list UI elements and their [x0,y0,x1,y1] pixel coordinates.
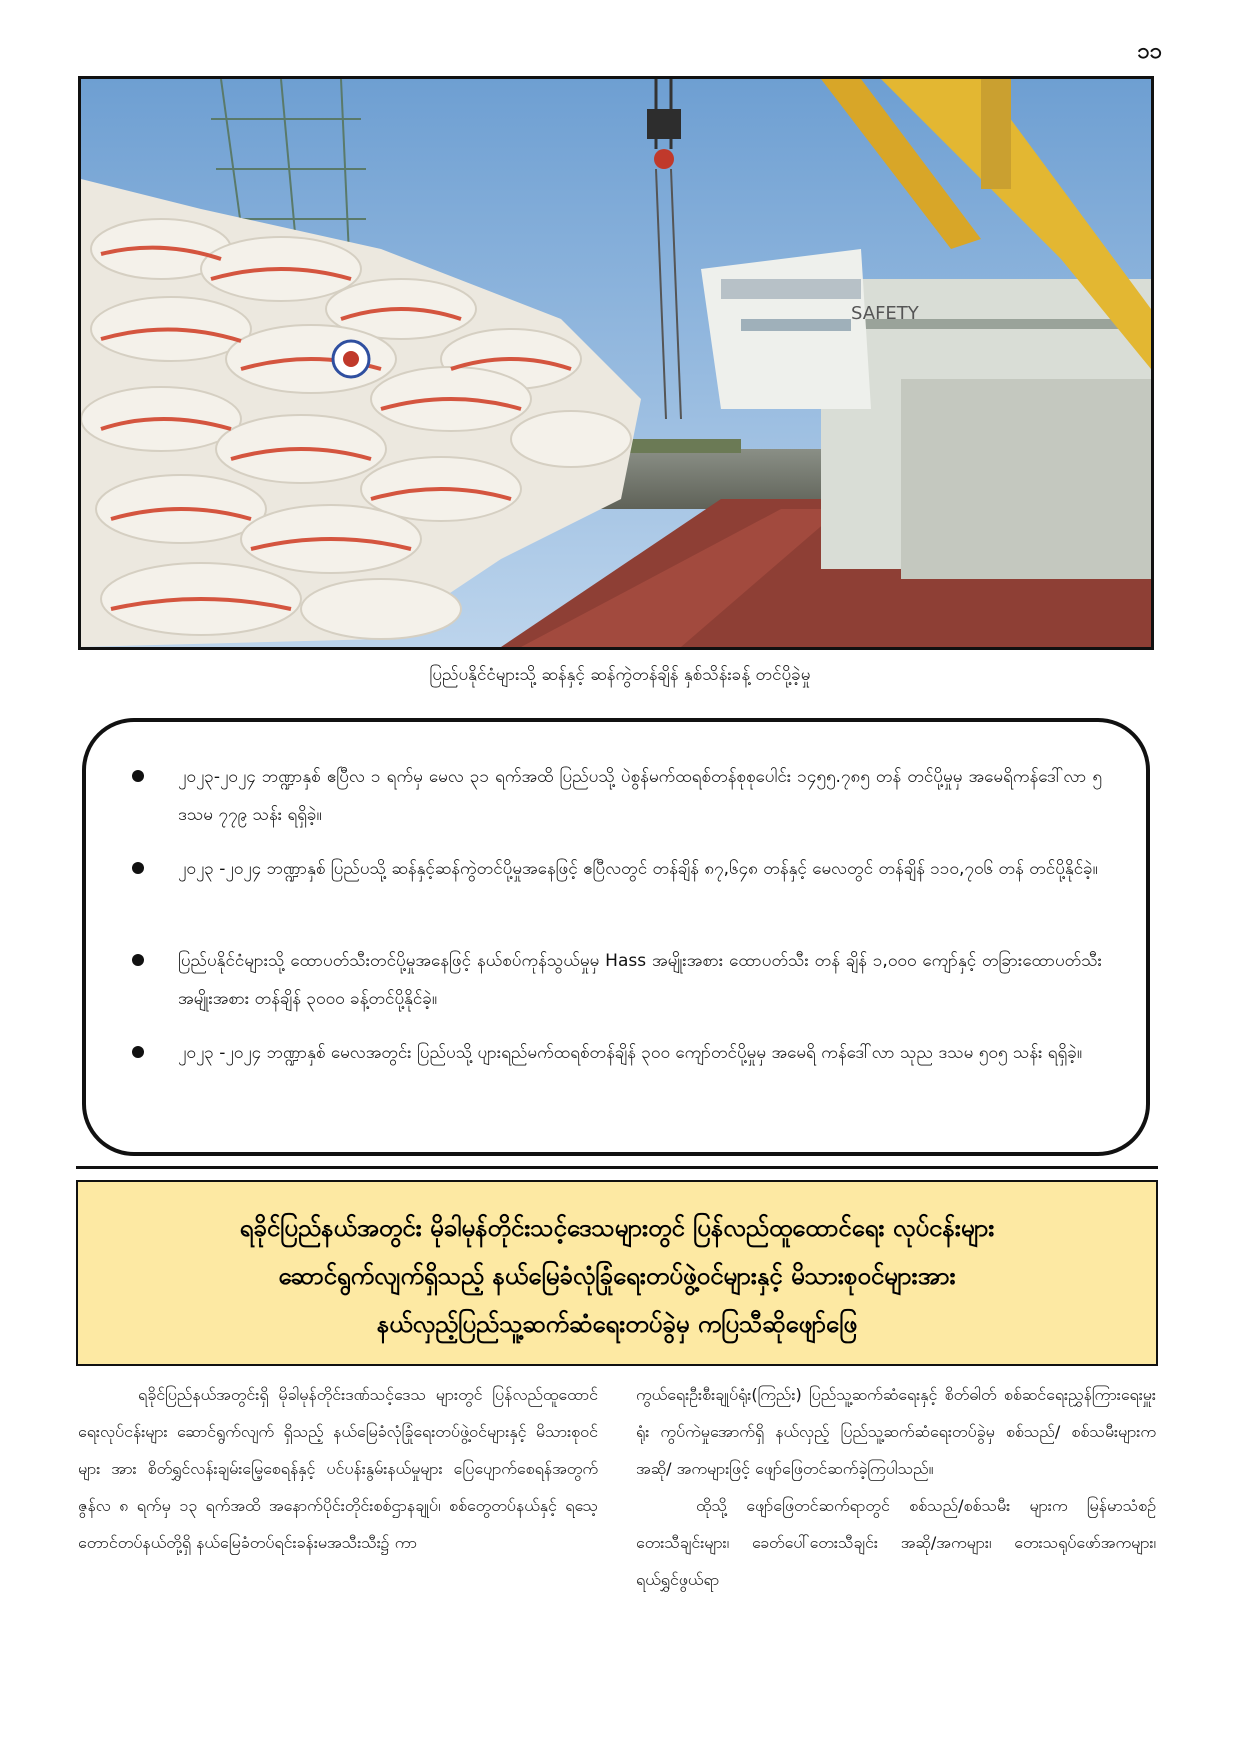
fact-text: ၂၀၂၃-၂၀၂၄ ဘဏ္ဍာနှစ် ဧပြီလ ၁ ရက်မှ မေလ ၃၁ ရက်အထိ ပြည်ပသို့ ပဲစွန်မက်ထရစ်တန်စုစုပေါင်း ၁၄၅၅.၇၈၅ တန် တင်ပို့မှုမှ အမေရိကန်ဒေါ်လာ ၅ ဒသမ ၇၇၉ သန်း ရရှိခဲ့။ [178,767,1102,825]
page-number: ၁၁ [1137,39,1162,64]
fact-text: ၂၀၂၃ -၂၀၂၄ ဘဏ္ဍာနှစ် ပြည်ပသို့ ဆန်နှင့်ဆန်ကွဲတင်ပို့မှုအနေဖြင့် ဧပြီလတွင် တန်ချိန် ၈၇,၆၄၈ တန်နှင့် မေလတွင် တန်ချိန် ၁၁၀,၇၀၆ တန် တင်ပို့နိုင်ခဲ့။ [178,859,1098,879]
headline-line-2: ဆောင်ရွက်လျက်ရှိသည့် နယ်မြေခံလုံခြုံရေးတပ်ဖွဲ့ဝင်များနှင့် မိသားစုဝင်များအား [278,1262,956,1290]
bullet-icon [132,954,144,966]
article-paragraph: ကွယ်ရေးဦးစီးချုပ်ရုံး(ကြည်း) ပြည်သူ့ဆက်ဆံရေးနှင့် စိတ်ဓါတ် စစ်ဆင်ရေးညွှန်ကြားရေးမှူးရုံး ကွပ်ကဲမှုအောက်ရှိ နယ်လှည့် ပြည်သူ့ဆက်ဆံရေးတပ်ခွဲမှ စစ်သည်/ စစ်သမီးများက အဆို/ အကများဖြင့် ဖျော်ဖြေတင်ဆက်ခဲ့ကြပါသည်။ [636,1385,1156,1478]
ship-safety-text: SAFETY [851,303,919,324]
article-paragraph: ရခိုင်ပြည်နယ်အတွင်းရှိ မိုခါမုန်တိုင်းဒဏ်သင့်ဒေသ များတွင် ပြန်လည်ထူထောင်ရေးလုပ်ငန်းများ ဆောင်ရွက်လျက် ရှိသည့် နယ်မြေခံလုံခြုံရေးတပ်ဖွဲ့ဝင်များနှင့် မိသားစုဝင်များ အား စိတ်ရွှင်လန်းချမ်းမြေ့စေရန်နှင့် ပင်ပန်းနွမ်းနယ်မှုများ ပြေပျောက်စေရန်အတွက် ဇွန်လ ၈ ရက်မှ ၁၃ ရက်အထိ အနောက်ပိုင်းတိုင်းစစ်ဌာနချုပ်၊ စစ်တွေတပ်နယ်နှင့် ရသေ့ တောင်တပ်နယ်တို့ရှိ နယ်မြေခံတပ်ရင်းခန်းမအသီးသီး၌ ကာ [78,1385,598,1552]
fact-item [132,1034,1102,1110]
bullet-icon [132,770,144,782]
headline-line-3: နယ်လှည့်ပြည်သူ့ဆက်ဆံရေးတပ်ခွဲမှ ကပြသီဆိုဖျော်ဖြေ [376,1310,858,1338]
article-column-left [78,1376,598,1736]
fact-item [132,758,1102,834]
facts-list [132,758,1102,1110]
article-paragraph: ထိုသို့ ဖျော်ဖြေတင်ဆက်ရာတွင် စစ်သည်/စစ်သမီး များက မြန်မာသံစဉ် တေးသီချင်းများ၊ ခေတ်ပေါ်တေးသီချင်း အဆို/အကများ၊ တေးသရုပ်ဖော်အကများ၊ ရယ်ရွှင်ဖွယ်ရာ [636,1496,1156,1589]
facts-box [82,718,1150,1156]
article-column-right [636,1376,1156,1736]
headline-line-1: ရခိုင်ပြည်နယ်အတွင်း မိုခါမုန်တိုင်းသင့်ဒေသများတွင် ပြန်လည်ထူထောင်ရေး လုပ်ငန်းများ [239,1214,995,1242]
fact-item [132,850,1102,926]
fact-item [132,942,1102,1018]
bullet-icon [132,1046,144,1058]
article-headline [76,1180,1158,1366]
section-divider [76,1166,1158,1169]
fact-text: ပြည်ပနိုင်ငံများသို့ ထောပတ်သီးတင်ပို့မှုအနေဖြင့် နယ်စပ်ကုန်သွယ်မှုမှ Hass အမျိုးအစား ထောပတ်သီး တန် ချိန် ၁,၀၀၀ ကျော်နှင့် တခြားထောပတ်သီး အမျိုးအစား တန်ချိန် ၃၀၀၀ ခန့်တင်ပို့နိုင်ခဲ့။ [178,951,1102,1009]
photo-caption: ပြည်ပနိုင်ငံများသို့ ဆန်နှင့် ဆန်ကွဲတန်ချိန် နှစ်သိန်းခန့် တင်ပို့ခဲ့မှု [429,665,811,685]
fact-text: ၂၀၂၃ -၂၀၂၄ ဘဏ္ဍာနှစ် မေလအတွင်း ပြည်ပသို့ ပျားရည်မက်ထရစ်တန်ချိန် ၃၀၀ ကျော်တင်ပို့မှုမှ အမေရိ ကန်ဒေါ်လာ သုည ဒသမ ၅၀၅ သန်း ရရှိခဲ့။ [178,1043,1083,1063]
rice-export-port-image [81,79,1151,647]
news-photo [78,76,1154,650]
bullet-icon [132,862,144,874]
article-body [78,1376,1156,1736]
